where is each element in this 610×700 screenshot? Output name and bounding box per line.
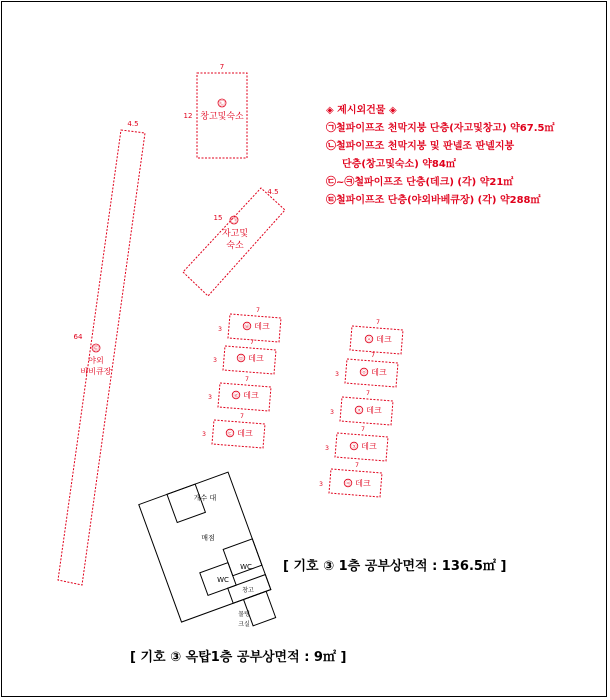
legend-line-2: ㉡철파이프조 천막지붕 및 판넬조 판넬지붕 — [326, 141, 515, 152]
deck-right-3 — [330, 390, 393, 425]
wc-label-2: WC — [240, 563, 252, 571]
deck-right-4 — [325, 426, 388, 461]
deck-right-2 — [335, 352, 398, 387]
deck-marker: ㉧ — [361, 370, 367, 377]
deck-right-5 — [319, 462, 382, 497]
deck-label: 데크 — [237, 429, 253, 438]
storage-lodging-marker: ㉡ — [218, 100, 226, 108]
svg-text:3: 3 — [330, 409, 334, 416]
wc-label-1: WC — [217, 576, 229, 584]
deck-label: 데크 — [355, 479, 371, 488]
svg-text:7: 7 — [240, 413, 244, 420]
deck-marker: ㉦ — [366, 337, 372, 344]
bbq-label-2: 바비큐장 — [80, 367, 112, 376]
svg-text:3: 3 — [335, 371, 339, 378]
deck-label: 데크 — [243, 391, 259, 400]
deck-left-2 — [213, 339, 276, 374]
deck-label: 데크 — [248, 354, 264, 363]
svg-text:3: 3 — [202, 431, 206, 438]
deck-left-3 — [208, 376, 271, 411]
bbq-marker: ㉫ — [92, 345, 100, 353]
jago-lodging-width: 4.5 — [267, 188, 279, 196]
jago-lodging-marker: ㉠ — [230, 217, 238, 225]
deck-marker: ㉤ — [238, 356, 244, 363]
svg-text:7: 7 — [366, 390, 370, 397]
deck-label: 데크 — [254, 322, 270, 331]
deck-marker: ㉪ — [345, 481, 351, 488]
tank-label-1: 물탱 — [238, 611, 250, 618]
storage-lodging-building — [184, 63, 247, 158]
storage-label: 창고 — [242, 587, 254, 594]
svg-text:7: 7 — [256, 307, 260, 314]
legend-line-3: 단층(창고및숙소) 약84㎡ — [342, 159, 456, 170]
svg-text:7: 7 — [376, 319, 380, 326]
deck-marker: ㉣ — [233, 393, 239, 400]
deck-label: 데크 — [366, 406, 382, 415]
jago-lodging-label-1: 자고및 — [221, 229, 249, 239]
deck-marker: ㉢ — [227, 431, 233, 438]
deck-label: 데크 — [371, 368, 387, 377]
svg-text:3: 3 — [208, 394, 212, 401]
deck-left-4 — [202, 413, 265, 448]
jago-lodging-height: 15 — [213, 214, 223, 222]
legend-line-4: ㉢~㉪철파이프조 단층(데크) (각) 약21㎡ — [326, 177, 514, 188]
svg-text:3: 3 — [213, 357, 217, 364]
first-floor-area: [ 기호 ③ 1층 공부상면적 : 136.5㎡ ] — [283, 559, 507, 574]
storage-lodging-height: 12 — [183, 112, 193, 120]
svg-text:3: 3 — [218, 326, 222, 333]
svg-text:3: 3 — [319, 481, 323, 488]
deck-label: 데크 — [376, 335, 392, 344]
rooftop-area: [ 기호 ③ 옥탑1층 공부상면적 : 9㎡ ] — [130, 650, 347, 665]
legend-line-5: ㉫철파이프조 단층(야외바베큐장) (각) 약288㎡ — [326, 195, 541, 206]
bbq-label-1: 야외 — [88, 356, 104, 365]
jago-lodging-building — [183, 188, 285, 296]
svg-text:7: 7 — [250, 339, 254, 346]
legend — [326, 102, 554, 210]
jago-lodging-label-2: 숙소 — [226, 241, 244, 251]
legend-title: ◈ 제시외건물 ◈ — [326, 105, 397, 116]
store-label: 매점 — [201, 534, 215, 542]
bbq-width: 4.5 — [127, 120, 139, 128]
deck-marker: ㉩ — [351, 444, 357, 451]
storage-lodging-label: 창고및숙소 — [200, 112, 244, 122]
svg-text:7: 7 — [361, 426, 365, 433]
bbq-area — [58, 120, 145, 585]
svg-text:7: 7 — [245, 376, 249, 383]
tank-label-2: 크실 — [238, 621, 250, 628]
svg-text:3: 3 — [325, 445, 329, 452]
deck-label: 데크 — [361, 442, 377, 451]
sink-label: 개수 대 — [193, 494, 217, 502]
bbq-height: 64 — [73, 333, 83, 341]
svg-text:7: 7 — [371, 352, 375, 359]
svg-text:7: 7 — [355, 462, 359, 469]
storage-lodging-width: 7 — [219, 63, 225, 71]
deck-right-1 — [350, 319, 403, 354]
deck-marker: ㉥ — [244, 324, 250, 331]
legend-line-1: ㉠철파이프조 천막지붕 단층(자고및창고) 약67.5㎡ — [326, 123, 555, 134]
deck-left-1 — [218, 307, 281, 342]
deck-marker: ㉨ — [356, 408, 362, 415]
